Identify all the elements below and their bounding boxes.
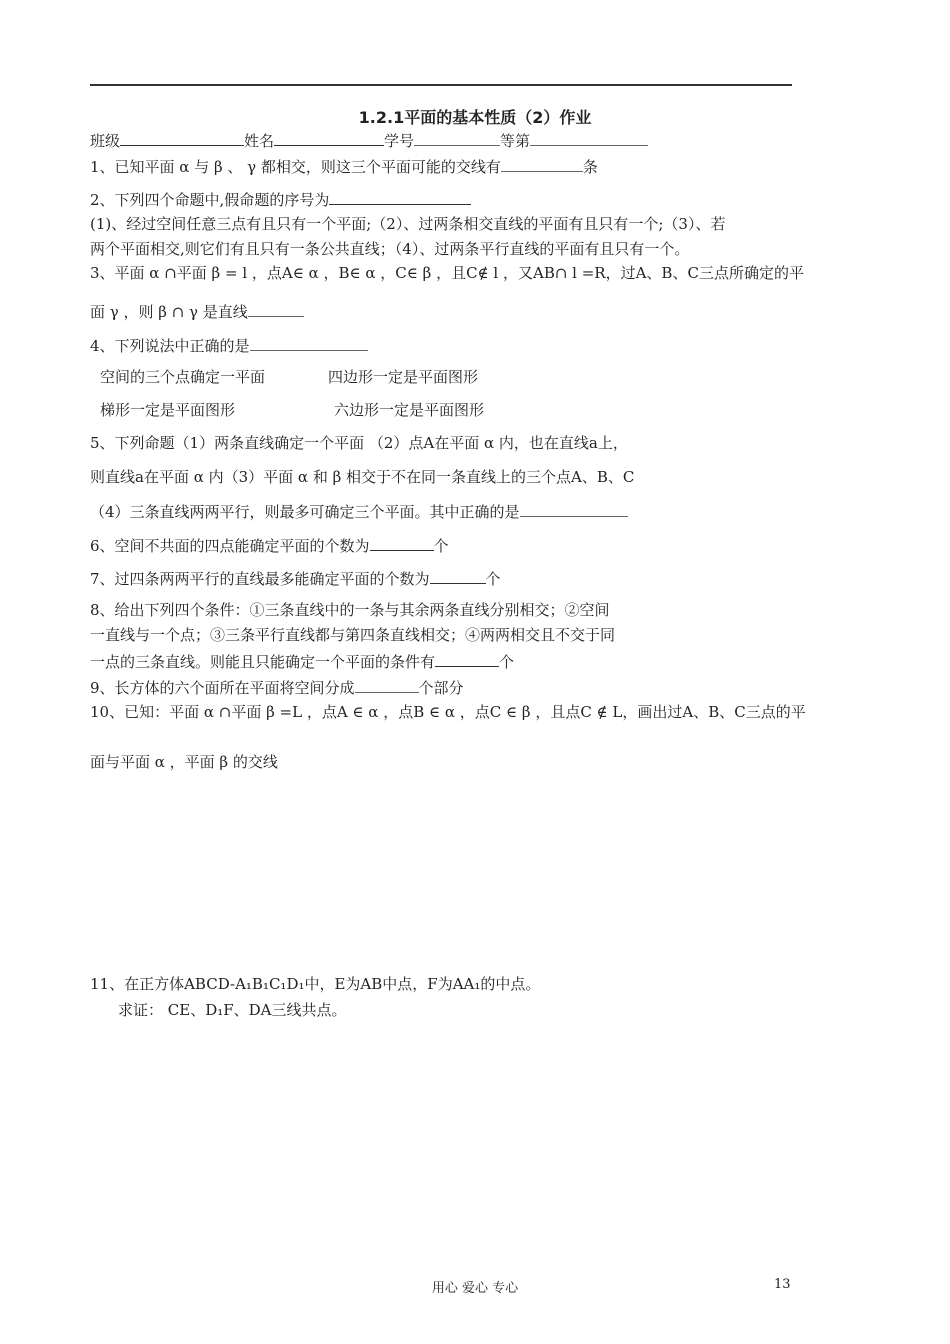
q9-post: 个部分	[418, 679, 464, 697]
q2-blank[interactable]	[329, 188, 471, 205]
q7-blank[interactable]	[430, 567, 486, 584]
rank-blank[interactable]	[530, 129, 648, 146]
q9-text: 9、长方体的六个面所在平面将空间分成	[90, 679, 355, 697]
q7-post: 个	[485, 570, 501, 588]
class-blank[interactable]	[120, 129, 244, 146]
q5-blank[interactable]	[520, 500, 628, 517]
q6-post: 个	[433, 537, 449, 555]
id-blank[interactable]	[414, 129, 500, 146]
q4-option-d: 六边形一定是平面图形	[334, 401, 485, 419]
q7-text: 7、过四条两两平行的直线最多能确定平面的个数为	[90, 570, 430, 588]
q2-line2: 两个平面相交,则它们有且只有一条公共直线；（4）、过两条平行直线的平面有且只有一个。	[90, 240, 690, 258]
footer-center: 用心 爱心 专心	[431, 1281, 519, 1296]
q2-line1: (1)、经过空间任意三点有且只有一个平面;（2）、过两条相交直线的平面有且只有一个;（3）、若	[90, 215, 726, 233]
question-6	[90, 534, 449, 556]
q8-line1: 8、给出下列四个条件：①三条直线中的一条与其余两条直线分别相交；②空间	[90, 601, 610, 619]
rank-label: 等第	[500, 132, 531, 150]
q8-line2: 一直线与一个点；③三条平行直线都与第四条直线相交；④两两相交且不交于同	[90, 626, 616, 644]
class-label: 班级	[90, 132, 121, 150]
q9-blank[interactable]	[355, 676, 419, 693]
q8-text: 一点的三条直线。则能且只能确定一个平面的条件有	[90, 653, 436, 671]
question-4	[90, 334, 368, 356]
q4-option-b: 四边形一定是平面图形	[328, 368, 479, 386]
name-blank[interactable]	[274, 129, 384, 146]
id-label: 学号	[384, 132, 415, 150]
q5-line1: 5、下列命题（1）两条直线确定一个平面 （2）点A在平面 α 内，也在直线a上，	[90, 434, 628, 452]
q11-line2: 求证： CE、D₁F、DA三线共点。	[118, 1001, 347, 1019]
page-title: 1.2.1平面的基本性质（2）作业	[358, 108, 592, 127]
q3-line1: 3、平面 α ∩平面 β = l ，点A∈ α ，B∈ α ，C∈ β ，且C∉ l ，又AB∩ l =R，过A、B、C三点所确定的平	[90, 264, 804, 282]
q6-blank[interactable]	[370, 534, 434, 551]
question-9	[90, 676, 464, 698]
q2-text: 2、下列四个命题中,假命题的序号为	[90, 191, 330, 209]
q4-blank[interactable]	[250, 334, 368, 351]
question-3-line2	[90, 300, 304, 322]
q8-blank[interactable]	[435, 650, 499, 667]
q8-post: 个	[499, 653, 515, 671]
name-label: 姓名	[244, 132, 275, 150]
q3-text: 面 γ ，则 β ∩ γ 是直线	[90, 303, 248, 321]
question-5-line3	[90, 500, 628, 522]
q11-line1: 11、在正方体ABCD-A₁B₁C₁D₁中，E为AB中点，F为AA₁的中点。	[90, 975, 541, 993]
q1-blank[interactable]	[501, 155, 583, 172]
q6-text: 6、空间不共面的四点能确定平面的个数为	[90, 537, 370, 555]
question-2	[90, 188, 471, 210]
question-8-line3	[90, 650, 514, 672]
q5-line2: 则直线a在平面 α 内（3）平面 α 和 β 相交于不在同一条直线上的三个点A、B、C	[90, 468, 635, 486]
top-rule	[90, 84, 792, 86]
q4-option-a: 空间的三个点确定一平面	[100, 368, 266, 386]
q10-line1: 10、已知：平面 α ∩平面 β =L ，点A ∈ α ，点B ∈ α ，点C ∈ β ，且点C ∉ L，画出过A、B、C三点的平	[90, 703, 806, 721]
q1-text: 1、已知平面 α 与 β 、 γ 都相交，则这三个平面可能的交线有	[90, 158, 501, 176]
q5-text: （4）三条直线两两平行，则最多可确定三个平面。其中正确的是	[90, 503, 520, 521]
page-number: 13	[774, 1277, 791, 1292]
q3-blank[interactable]	[248, 300, 304, 317]
header-line	[90, 129, 648, 151]
q10-line2: 面与平面 α ，平面 β 的交线	[90, 753, 278, 771]
question-1	[90, 155, 598, 177]
question-7	[90, 567, 501, 589]
q4-text: 4、下列说法中正确的是	[90, 337, 250, 355]
q1-post: 条	[582, 158, 598, 176]
q4-option-c: 梯形一定是平面图形	[100, 401, 236, 419]
